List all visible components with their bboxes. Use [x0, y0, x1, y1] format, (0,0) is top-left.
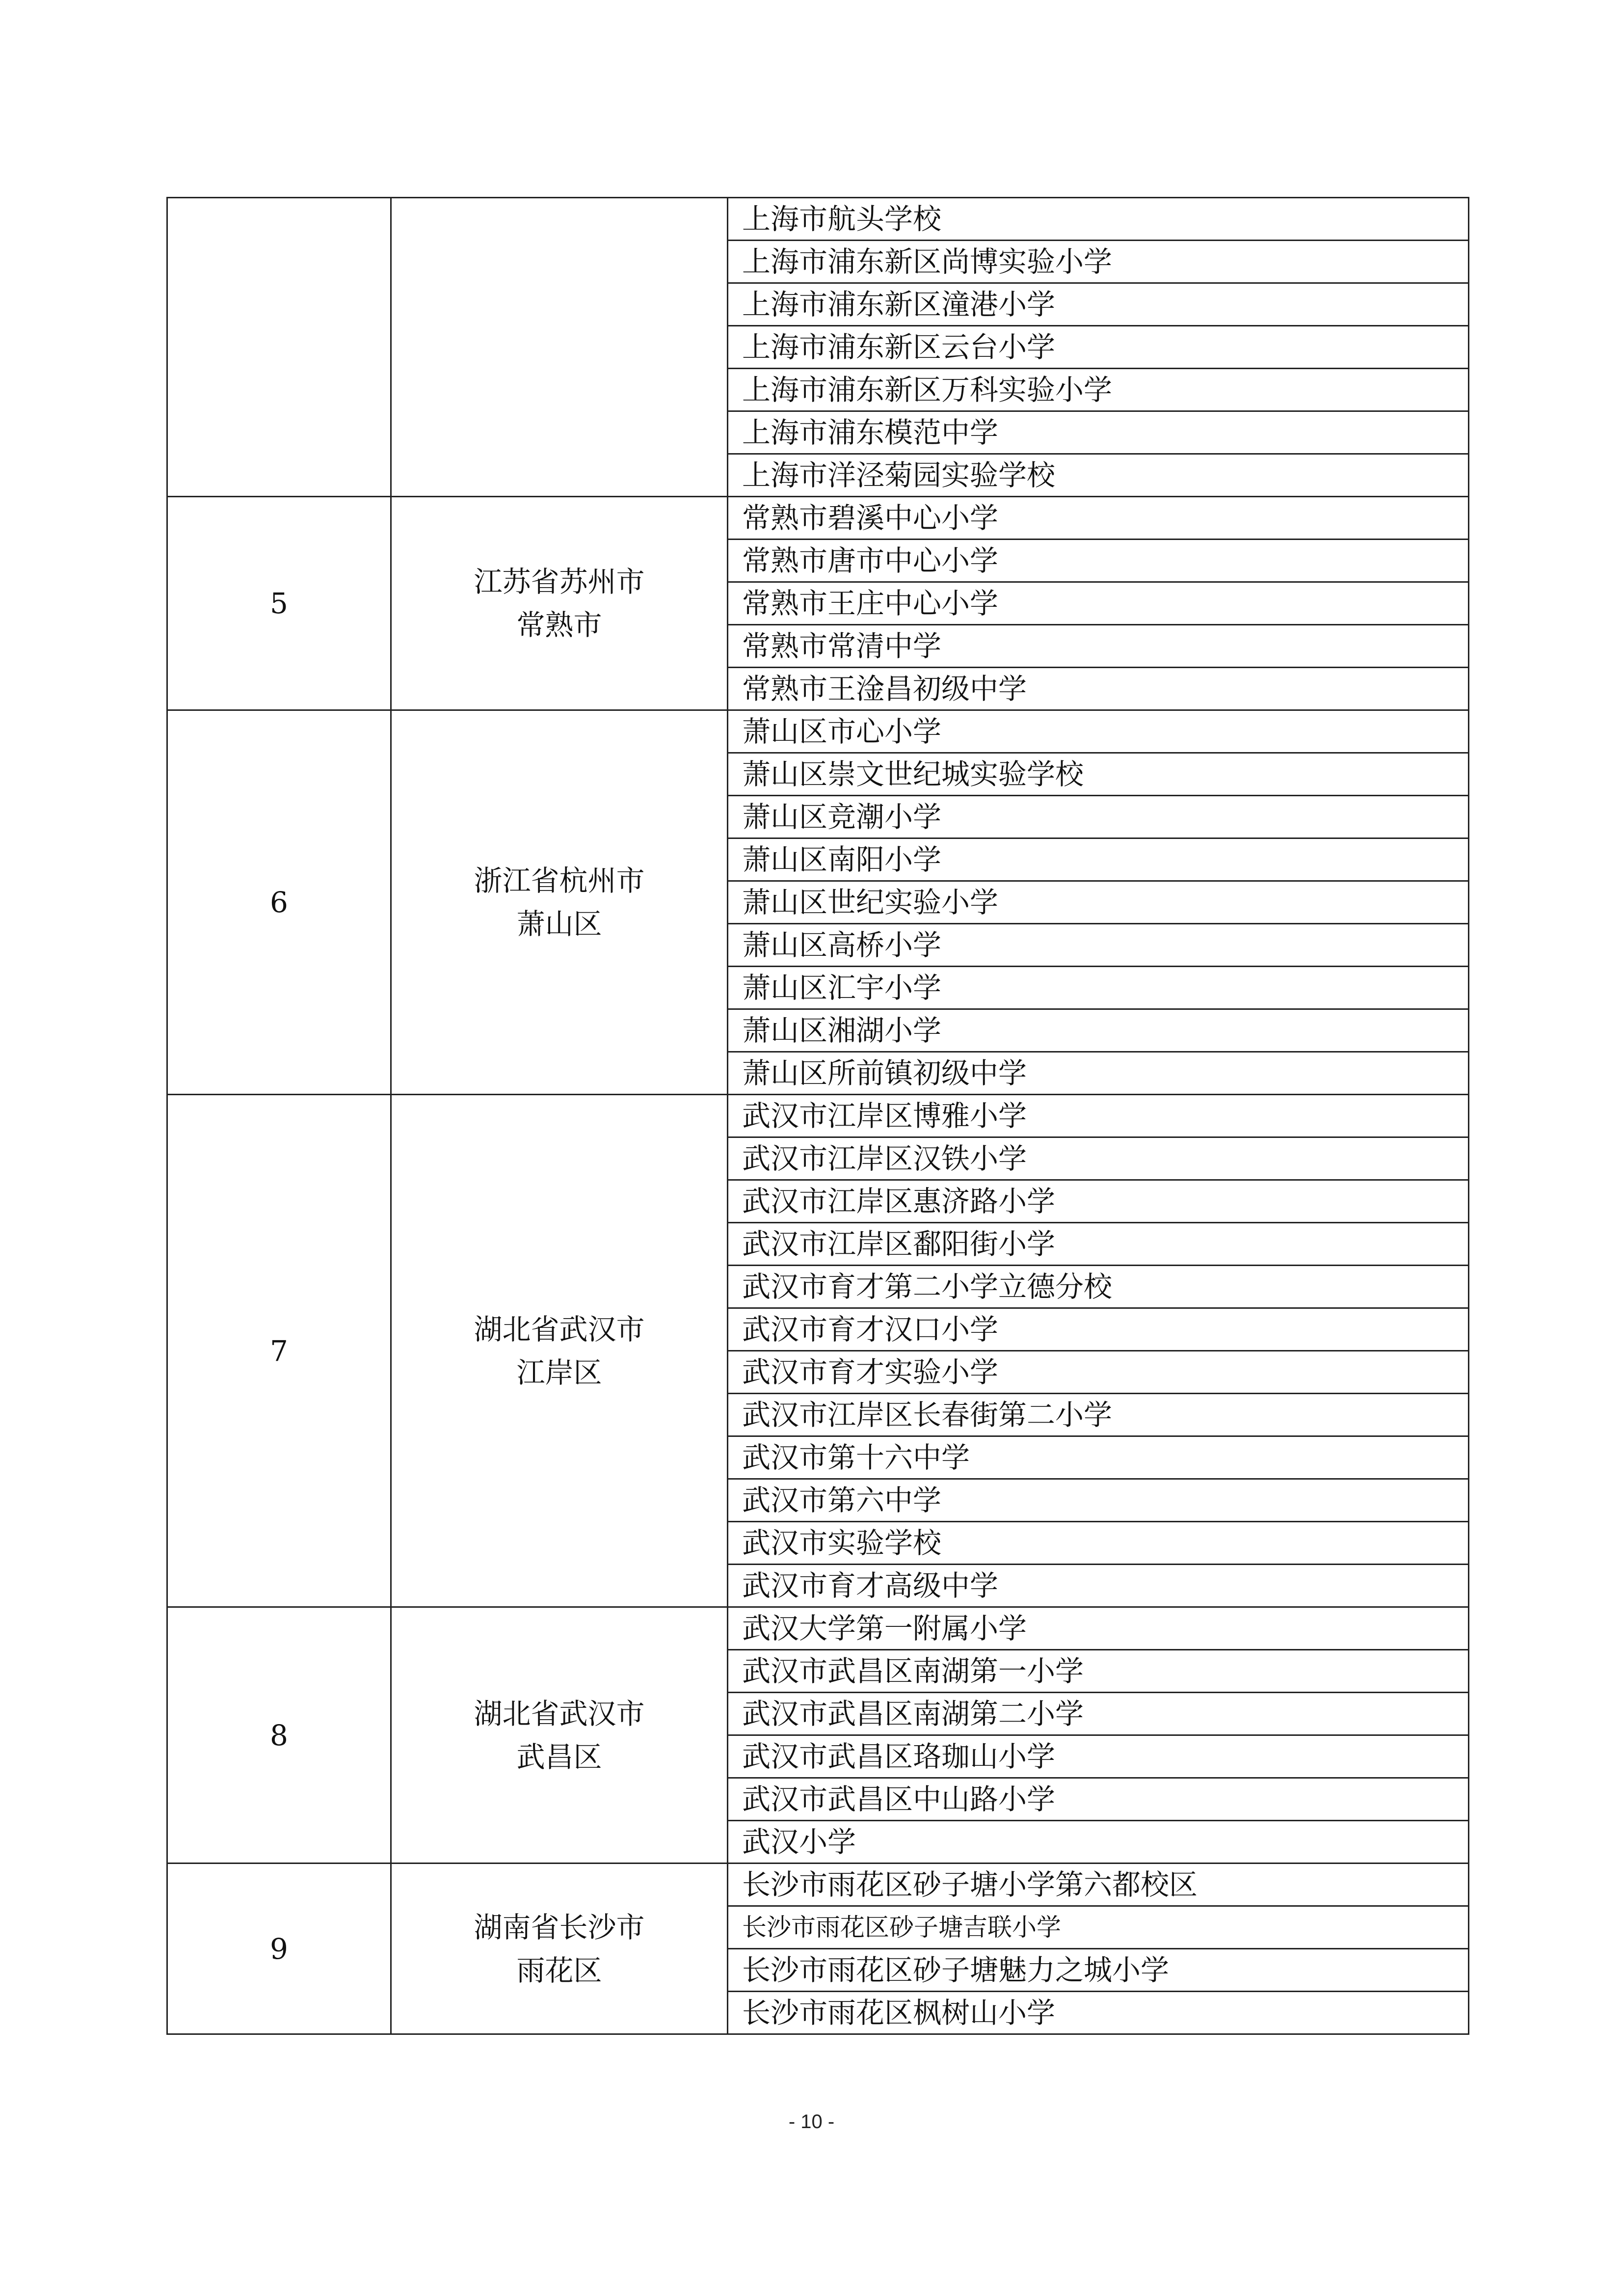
school-name: 常熟市王庄中心小学: [728, 582, 1469, 625]
region-line: 湖北省武汉市: [474, 1312, 645, 1346]
school-name: 武汉市江岸区汉铁小学: [728, 1137, 1469, 1180]
school-name: 萧山区市心小学: [728, 710, 1469, 753]
group-number: 9: [167, 1864, 391, 2034]
school-name: 长沙市雨花区枫树山小学: [728, 1992, 1469, 2034]
school-name: 武汉大学第一附属小学: [728, 1607, 1469, 1650]
school-name: 武汉市江岸区博雅小学: [728, 1095, 1469, 1137]
school-name: 武汉市江岸区长春街第二小学: [728, 1394, 1469, 1436]
group-region: [391, 1095, 728, 1607]
school-name: 萧山区南阳小学: [728, 838, 1469, 881]
school-name: 武汉市育才汉口小学: [728, 1308, 1469, 1351]
region-line: 江苏省苏州市: [474, 565, 645, 598]
region-line: 江岸区: [516, 1355, 602, 1389]
table-row: [167, 1864, 1469, 1906]
school-name: 上海市浦东新区尚博实验小学: [728, 241, 1469, 283]
school-name: 萧山区世纪实验小学: [728, 881, 1469, 924]
school-name: 萧山区竞潮小学: [728, 796, 1469, 838]
school-list-table: [166, 197, 1469, 2035]
region-line: 武昌区: [516, 1740, 602, 1774]
group-number: 5: [167, 497, 391, 710]
region-line: 常熟市: [516, 608, 602, 642]
school-name: 武汉市育才实验小学: [728, 1351, 1469, 1394]
school-name: 萧山区所前镇初级中学: [728, 1052, 1469, 1095]
school-name: 长沙市雨花区砂子塘小学第六都校区: [728, 1864, 1469, 1906]
school-name: 常熟市王淦昌初级中学: [728, 668, 1469, 710]
school-name: 武汉市第十六中学: [728, 1436, 1469, 1479]
school-name: 武汉市武昌区珞珈山小学: [728, 1735, 1469, 1778]
table-row: [167, 1607, 1469, 1650]
school-name: 常熟市碧溪中心小学: [728, 497, 1469, 540]
group-number: 7: [167, 1095, 391, 1607]
table-row: [167, 710, 1469, 753]
group-region: [391, 710, 728, 1095]
school-name: 武汉市育才高级中学: [728, 1565, 1469, 1607]
school-name: 长沙市雨花区砂子塘吉联小学: [728, 1906, 1469, 1949]
region-line: 萧山区: [516, 907, 602, 941]
school-name: 武汉市武昌区中山路小学: [728, 1778, 1469, 1821]
school-name: 武汉市第六中学: [728, 1479, 1469, 1522]
region-line: 雨花区: [516, 1953, 602, 1987]
school-name: 武汉市武昌区南湖第二小学: [728, 1693, 1469, 1735]
school-name: 萧山区湘湖小学: [728, 1009, 1469, 1052]
page-number: - 10 -: [788, 2111, 835, 2133]
school-name: 武汉市武昌区南湖第一小学: [728, 1650, 1469, 1693]
school-name: 长沙市雨花区砂子塘魅力之城小学: [728, 1949, 1469, 1992]
region-line: 湖南省长沙市: [474, 1910, 645, 1944]
school-name: 上海市洋泾菊园实验学校: [728, 454, 1469, 497]
school-name: 上海市浦东新区潼港小学: [728, 283, 1469, 326]
region-line: 浙江省杭州市: [474, 864, 645, 897]
school-name: 常熟市唐市中心小学: [728, 540, 1469, 582]
group-region: [391, 1607, 728, 1864]
school-list-body: [167, 198, 1469, 2034]
table-row: [167, 1095, 1469, 1137]
school-name: 萧山区高桥小学: [728, 924, 1469, 967]
region-line: 湖北省武汉市: [474, 1697, 645, 1730]
group-region: [391, 1864, 728, 2034]
group-region: [391, 497, 728, 710]
school-name: 上海市浦东新区云台小学: [728, 326, 1469, 369]
table-row: [167, 497, 1469, 540]
school-name: 上海市浦东模范中学: [728, 411, 1469, 454]
group-number: 8: [167, 1607, 391, 1864]
school-name: 武汉市江岸区鄱阳街小学: [728, 1223, 1469, 1266]
group-number: [167, 198, 391, 497]
school-name: 上海市浦东新区万科实验小学: [728, 369, 1469, 411]
school-name: 武汉市实验学校: [728, 1522, 1469, 1565]
table-row: [167, 198, 1469, 241]
school-name: 武汉市江岸区惠济路小学: [728, 1180, 1469, 1223]
group-region: [391, 198, 728, 497]
school-name: 萧山区崇文世纪城实验学校: [728, 753, 1469, 796]
group-number: 6: [167, 710, 391, 1095]
school-name: 萧山区汇宇小学: [728, 967, 1469, 1009]
school-name: 上海市航头学校: [728, 198, 1469, 241]
school-name: 武汉小学: [728, 1821, 1469, 1864]
school-name: 武汉市育才第二小学立德分校: [728, 1266, 1469, 1308]
school-name: 常熟市常清中学: [728, 625, 1469, 668]
